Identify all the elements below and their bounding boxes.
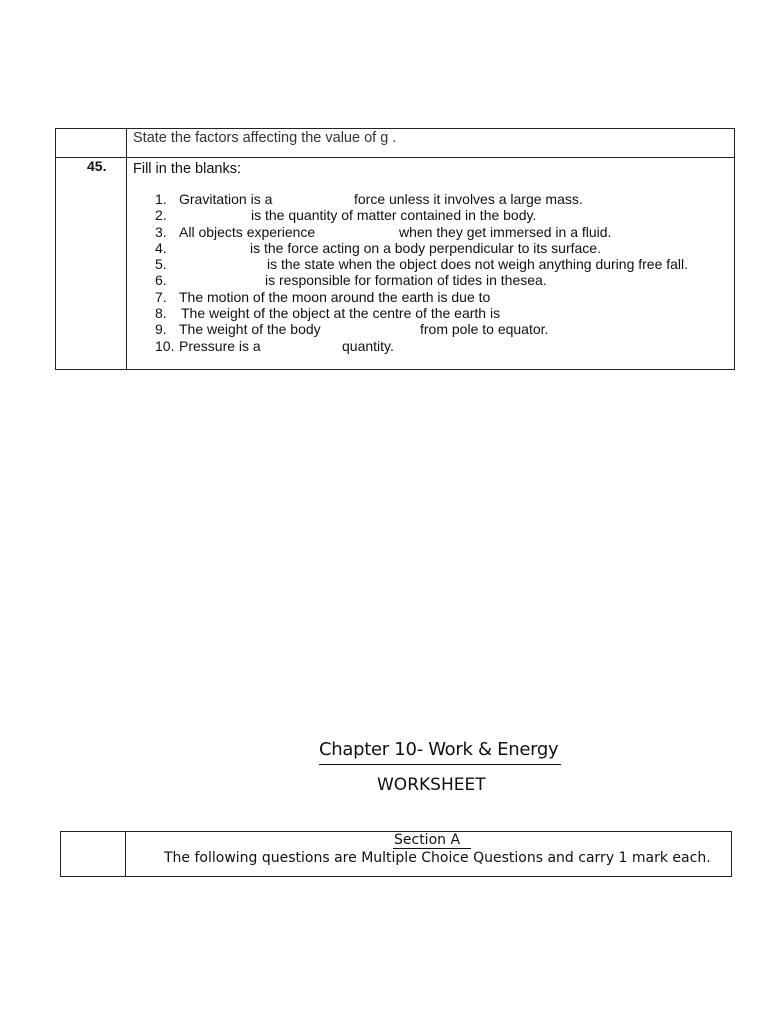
chapter-title: Chapter 10- Work & Energy <box>319 739 559 760</box>
title-underline <box>319 764 561 765</box>
item-number: 9. <box>155 321 167 338</box>
section-underline <box>393 848 471 849</box>
item-text-after-blank: is the force acting on a body perpendicular to its surface. <box>250 239 601 256</box>
item-number: 1. <box>155 191 167 207</box>
previous-question-text: State the factors affecting the value of g . <box>133 130 397 146</box>
item-number: 8. <box>155 305 167 322</box>
worksheet-heading: WORKSHEET <box>377 775 486 795</box>
item-number: 4. <box>155 239 167 256</box>
section-table <box>60 831 732 877</box>
question-number: 45. <box>87 158 107 174</box>
question-heading: Fill in the blanks: <box>133 161 241 177</box>
item-number: 7. <box>155 288 167 305</box>
item-text-before-blank: All objects experience <box>179 223 316 240</box>
item-number: 5. <box>155 256 167 273</box>
item-number: 10. <box>155 337 175 354</box>
item-text-before-blank: Pressure is a <box>179 337 261 354</box>
item-text-before-blank: The weight of the body <box>179 321 321 338</box>
item-text-after-blank: when they get immersed in a fluid. <box>399 223 612 240</box>
item-text-before-blank: The motion of the moon around the earth is due to <box>179 288 491 305</box>
item-number: 3. <box>155 223 167 240</box>
section-instruction: The following questions are Multiple Choice Questions and carry 1 mark each. <box>164 850 711 866</box>
item-text-after-blank: is the quantity of matter contained in the body. <box>251 207 537 224</box>
table-column-divider <box>125 832 126 876</box>
item-text-after-blank: quantity. <box>342 337 394 354</box>
section-label: Section A <box>394 832 461 848</box>
item-text-after-blank: from pole to equator. <box>420 321 549 338</box>
table-row-divider <box>56 157 734 158</box>
item-text-before-blank: Gravitation is a <box>179 191 273 207</box>
table-column-divider <box>126 129 127 369</box>
item-text-after-blank: is responsible for formation of tides in thesea. <box>265 272 547 289</box>
item-text-after-blank: is the state when the object does not weigh anything during free fall. <box>267 256 689 273</box>
item-number: 2. <box>155 207 167 224</box>
item-text-before-blank: The weight of the object at the centre of the earth is <box>181 305 501 322</box>
item-number: 6. <box>155 272 167 289</box>
item-text-after-blank: force unless it involves a large mass. <box>354 191 583 207</box>
question-table <box>55 128 735 370</box>
